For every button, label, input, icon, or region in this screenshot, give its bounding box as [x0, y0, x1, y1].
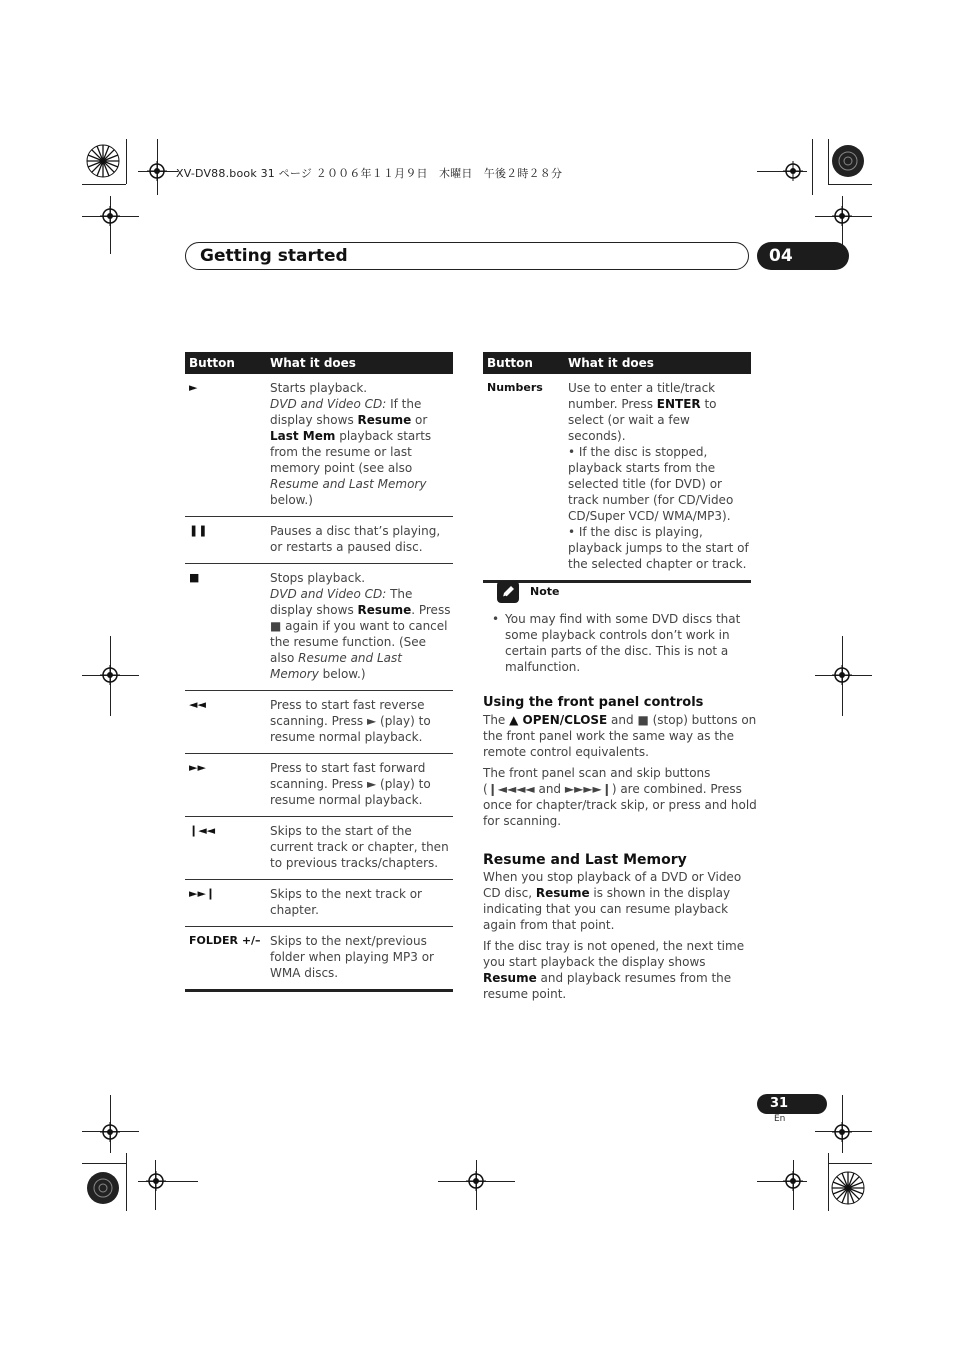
starburst-target-icon — [86, 144, 120, 178]
chapter-title: Getting started — [200, 246, 348, 266]
registration-target-icon — [100, 665, 120, 685]
button-symbol: Numbers — [487, 381, 543, 394]
text-run: . Press ■ again if you want to cancel the resume function. (See also — [270, 603, 451, 665]
front-panel-heading: Using the front panel controls — [483, 695, 704, 710]
text-run: If the display shows — [270, 397, 422, 427]
text-run: ENTER — [656, 397, 701, 411]
text-run: DVD and Video CD: — [270, 587, 387, 601]
table-row — [185, 691, 453, 754]
page-number: 31 — [757, 1094, 827, 1114]
text-run: below.) — [270, 493, 313, 507]
button-symbol: ◄◄ — [189, 698, 206, 711]
registration-target-icon — [832, 665, 852, 685]
text-run: Resume — [357, 603, 412, 617]
registration-target-icon — [832, 1122, 852, 1142]
starburst-target-icon — [831, 1171, 865, 1205]
table-row — [185, 927, 453, 992]
text-run: is shown in the display indicating that you can resume playback again from that point. — [483, 886, 731, 932]
note-item — [492, 611, 747, 675]
button-description — [270, 523, 453, 555]
registration-target-icon — [783, 161, 803, 181]
registration-target-icon — [100, 206, 120, 226]
table-row — [185, 754, 453, 817]
header-what-it-does: What it does — [568, 356, 654, 370]
resume-heading: Resume and Last Memory — [483, 852, 687, 868]
text-run: Pauses a disc that’s playing, or restarts a paused disc. — [270, 524, 441, 554]
note-label: Note — [530, 585, 560, 598]
table-row — [185, 564, 453, 691]
text-run: Resume and Last Memory — [270, 651, 402, 681]
button-description — [270, 933, 453, 981]
text-run: Press to start fast reverse scanning. Press ► (play) to resume normal playback. — [270, 698, 431, 744]
resume-paragraph-2 — [483, 938, 758, 1002]
button-description — [270, 697, 453, 745]
table-row — [185, 374, 453, 517]
text-run: playback starts from the resume or last memory point (see also — [270, 429, 432, 475]
resume-section — [483, 852, 758, 1002]
text-run: ▲ OPEN/CLOSE — [509, 713, 608, 727]
button-description — [270, 570, 453, 682]
text-run: to select (or wait a few seconds). — [568, 397, 717, 443]
text-run: Press to start fast forward scanning. Press ► (play) to resume normal playback. — [270, 761, 431, 807]
table-body — [185, 374, 453, 992]
chapter-number-badge: 04 — [757, 242, 849, 270]
text-run: DVD and Video CD: — [270, 397, 387, 411]
text-run: The — [483, 713, 510, 727]
button-symbol: ►► — [189, 761, 206, 774]
text-run: or — [411, 413, 428, 427]
text-run: Skips to the next/previous folder when playing MP3 or WMA discs. — [270, 934, 434, 980]
text-run: If the disc tray is not opened, the next time you start playback the display shows — [483, 939, 745, 969]
button-description — [270, 886, 453, 918]
text-run: below.) — [318, 667, 366, 681]
text-run: When you stop playback of a DVD or Video CD disc, — [483, 870, 742, 900]
text-run: and ■ (stop) buttons on the front panel work the same way as the remote control equivalents. — [483, 713, 757, 759]
button-symbol: ❙◄◄ — [189, 824, 216, 837]
button-symbol: FOLDER +/– — [189, 934, 261, 947]
header-button: Button — [189, 356, 235, 370]
text-run: and playback resumes from the resume point. — [483, 971, 732, 1001]
text-run: • If the disc is playing, playback jumps to the start of the selected chapter or track. — [568, 525, 749, 571]
front-panel-paragraph-2 — [483, 765, 758, 829]
button-symbol: ► — [189, 381, 198, 394]
text-run: Last Mem — [270, 429, 336, 443]
table-row — [185, 880, 453, 927]
text-run: Resume and Last Memory — [270, 477, 427, 491]
text-run: Resume — [483, 971, 537, 985]
resume-paragraph-1 — [483, 869, 758, 933]
button-symbol: ►►❙ — [189, 887, 216, 900]
header-what-it-does: What it does — [270, 356, 356, 370]
text-run: Use to enter a title/track number. Press — [568, 381, 716, 411]
note-text: You may find with some DVD discs that some playback controls don’t work in certain parts of the disc. This is not a malfunction. — [505, 612, 741, 674]
chapter-header — [185, 242, 749, 270]
text-run: Resume — [535, 886, 590, 900]
table-row — [185, 817, 453, 880]
text-run: The display shows — [270, 587, 413, 617]
registration-target-icon — [146, 1171, 166, 1191]
button-description — [270, 823, 453, 871]
front-panel-paragraph-1 — [483, 712, 758, 760]
printer-slug-line: XV-DV88.book 31 ページ ２００６年１１月９日 木曜日 午後２時２８分 — [176, 167, 563, 180]
note-bullet: • — [492, 612, 500, 626]
text-run: The front panel scan and skip buttons (❙◄◄◄◄ and ►►►►❙) are combined. Press once for chapter/track skip, or press and hold for scanning. — [483, 766, 757, 828]
text-run: • If the disc is stopped, playback starts from the selected title (for DVD) or track number (for CD/Video CD/Super VCD/ WMA/MP3). — [568, 445, 734, 523]
button-function-table-left — [185, 352, 453, 992]
note-pencil-icon — [497, 581, 519, 603]
table-body — [483, 374, 751, 583]
table-header — [185, 352, 453, 374]
table-row — [483, 374, 751, 583]
button-description — [270, 380, 453, 508]
button-description — [270, 760, 453, 808]
front-panel-section — [483, 695, 758, 829]
text-run: Stops playback. — [270, 571, 366, 585]
button-function-table-right — [483, 352, 751, 583]
registration-target-icon — [783, 1171, 803, 1191]
table-row — [185, 517, 453, 564]
starburst-target-icon — [831, 144, 865, 178]
text-run: Starts playback. — [270, 381, 368, 395]
registration-target-icon — [466, 1171, 486, 1191]
starburst-target-icon — [86, 1171, 120, 1205]
button-description — [568, 380, 751, 572]
registration-target-icon — [100, 1122, 120, 1142]
registration-target-icon — [832, 206, 852, 226]
text-run: Skips to the start of the current track or chapter, then to previous tracks/chapters. — [270, 824, 449, 870]
table-header — [483, 352, 751, 374]
button-symbol: ❚❚ — [189, 524, 208, 537]
text-run: Resume — [357, 413, 412, 427]
text-run: Skips to the next track or chapter. — [270, 887, 422, 917]
button-symbol: ■ — [189, 571, 200, 584]
page-language: En — [774, 1114, 786, 1124]
header-button: Button — [487, 356, 533, 370]
registration-target-icon — [147, 161, 167, 181]
